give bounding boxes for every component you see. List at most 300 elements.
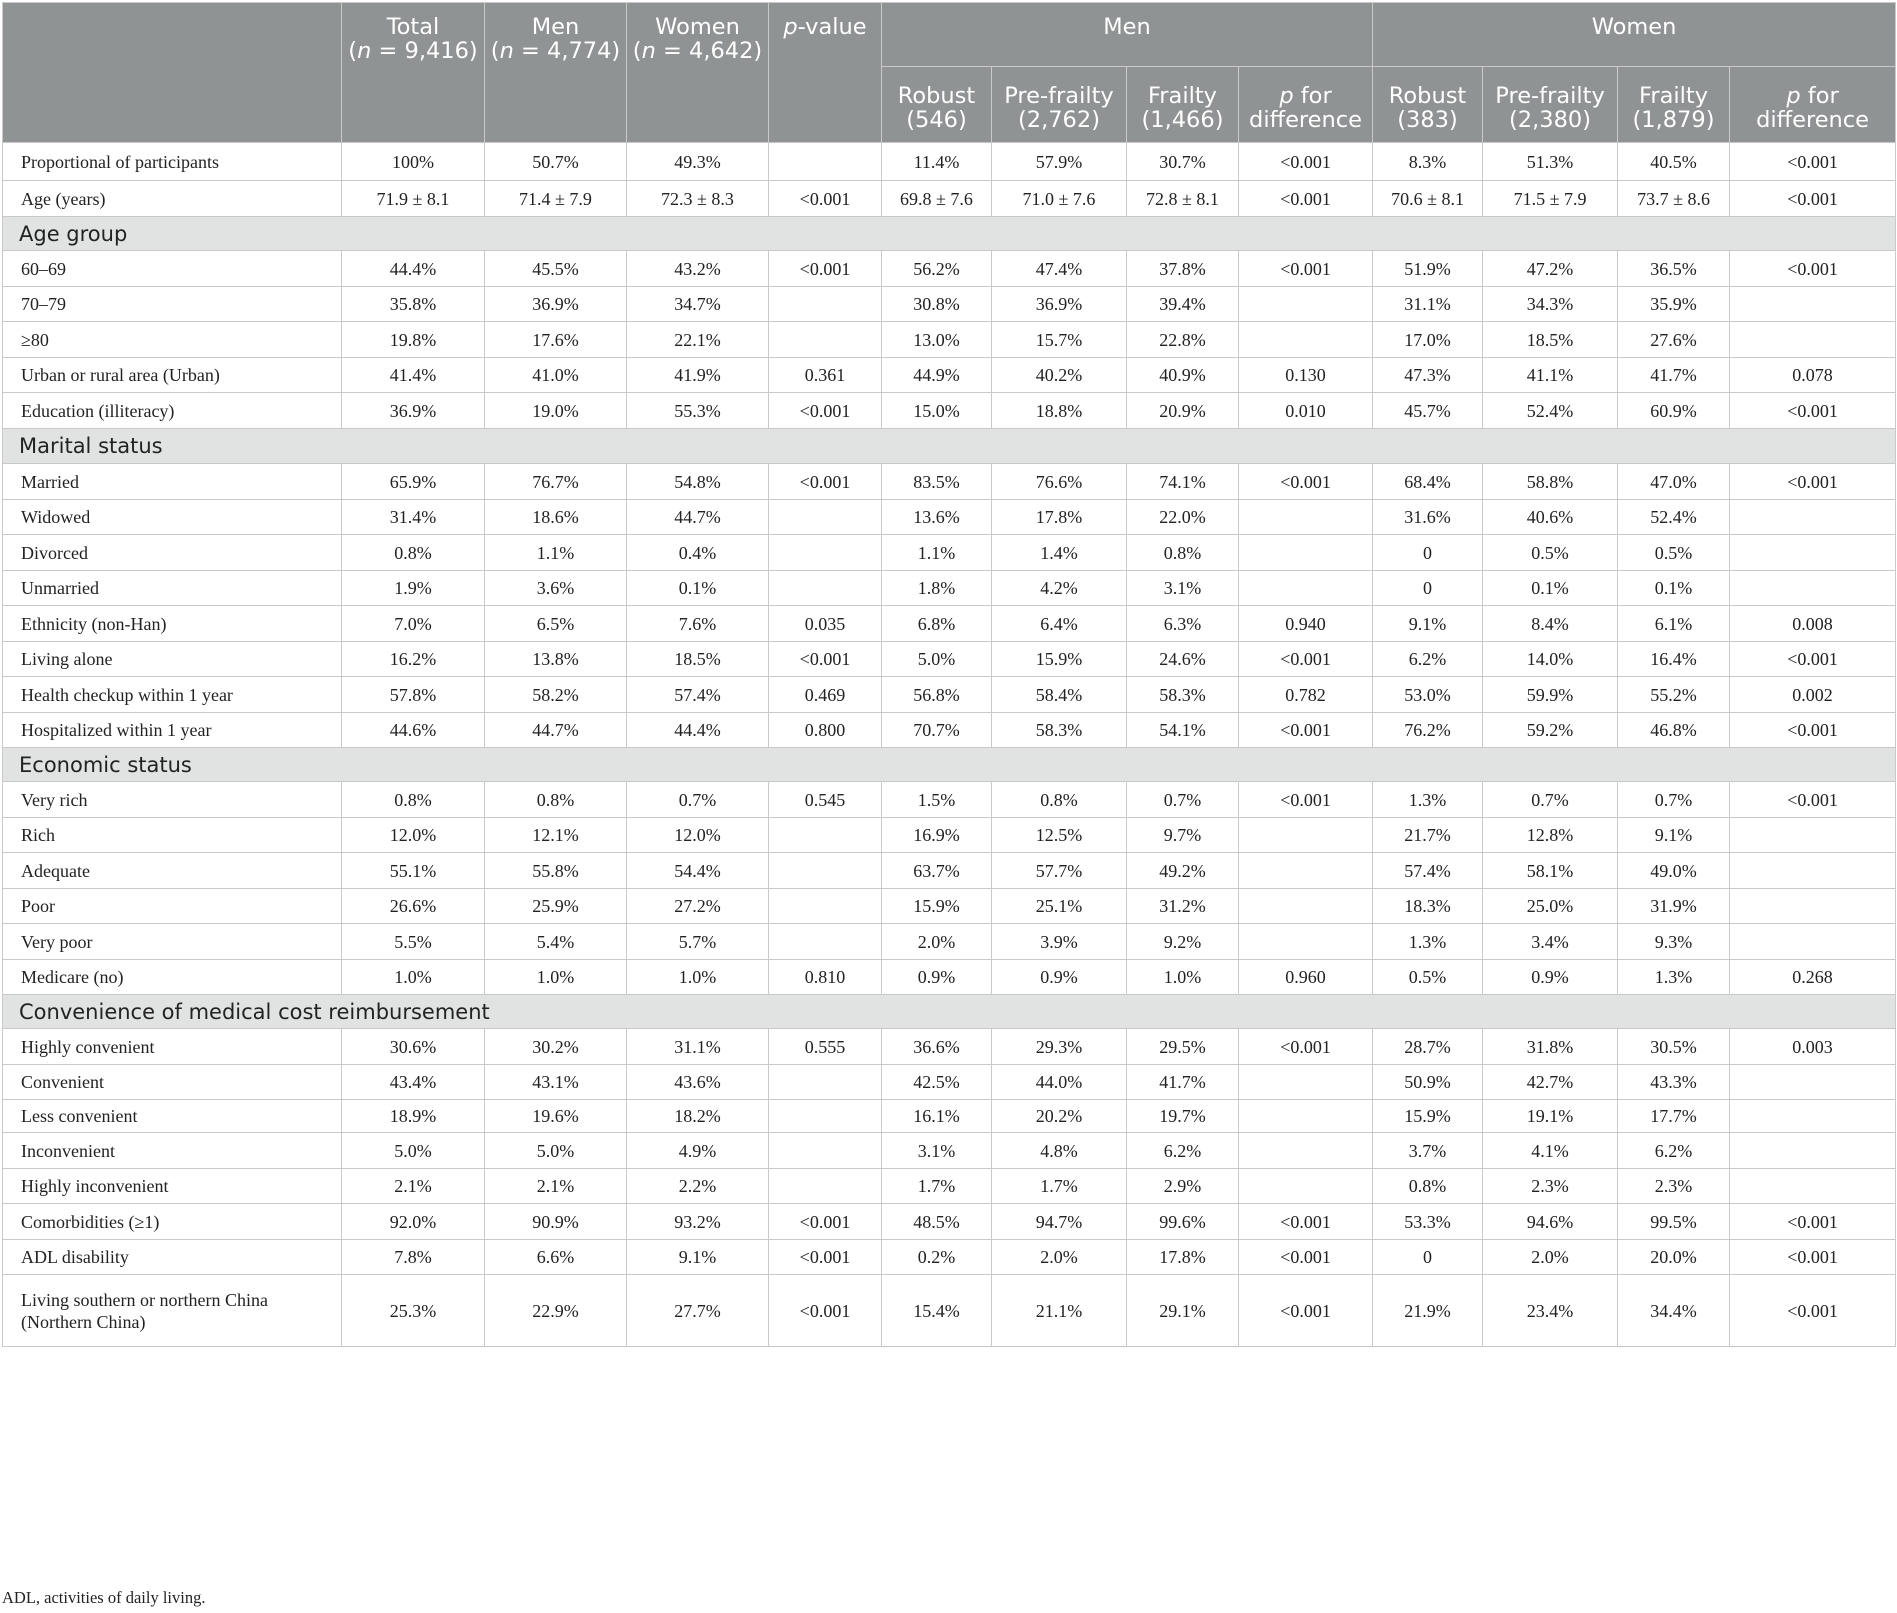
row-label: Comorbidities (≥1) [3,1204,342,1240]
row-label: Urban or rural area (Urban) [3,358,342,393]
table-cell: 0.9% [1483,960,1618,995]
table-cell [1730,818,1896,853]
section-label: Age group [3,217,1896,251]
row-label: Adequate [3,853,342,889]
table-cell: 19.0% [485,393,627,429]
table-cell: 11.4% [882,143,992,181]
table-cell [1239,1133,1373,1169]
table-cell [769,322,882,358]
table-cell: 69.8 ± 7.6 [882,181,992,217]
table-row [3,677,1896,713]
table-cell: 14.0% [1483,642,1618,677]
table-cell: 100% [342,143,485,181]
table-cell: 19.7% [1127,1100,1239,1133]
table-row [3,642,1896,677]
table-cell [1730,1169,1896,1204]
table-row [3,713,1896,748]
table-cell: 0.7% [1127,782,1239,818]
table-cell: 6.2% [1373,642,1483,677]
table-cell: 1.9% [342,571,485,606]
table-cell: 12.8% [1483,818,1618,853]
table-cell: 31.4% [342,500,485,535]
table-cell: 31.2% [1127,889,1239,924]
table-cell: 72.3 ± 8.3 [627,181,769,217]
table-cell: 2.1% [342,1169,485,1204]
table-cell: 0.4% [627,535,769,571]
table-row [3,1240,1896,1275]
table-cell: 0.8% [1127,535,1239,571]
table-cell: 47.2% [1483,251,1618,287]
table-cell: 0.8% [485,782,627,818]
table-cell: 74.1% [1127,464,1239,500]
table-cell: 1.0% [627,960,769,995]
row-label: Very poor [3,924,342,960]
table-cell: 0.002 [1730,677,1896,713]
table-cell: 31.1% [1373,287,1483,322]
table-cell: 7.6% [627,606,769,642]
table-cell: 15.9% [1373,1100,1483,1133]
table-cell: 0.469 [769,677,882,713]
row-label: Education (illiteracy) [3,393,342,429]
table-cell: <0.001 [1730,782,1896,818]
section-row [3,217,1896,251]
table-cell: 4.9% [627,1133,769,1169]
table-cell: 44.7% [627,500,769,535]
table-cell: 71.0 ± 7.6 [992,181,1127,217]
table-cell: 30.2% [485,1029,627,1065]
table-cell: 0.5% [1373,960,1483,995]
table-cell: <0.001 [1239,642,1373,677]
table-cell: 52.4% [1483,393,1618,429]
table-cell: 43.6% [627,1065,769,1100]
table-cell: 0.1% [1483,571,1618,606]
table-cell: 27.7% [627,1275,769,1347]
table-cell: 34.7% [627,287,769,322]
table-cell: 92.0% [342,1204,485,1240]
table-cell: 21.9% [1373,1275,1483,1347]
table-cell: <0.001 [1239,713,1373,748]
table-cell: 1.4% [992,535,1127,571]
table-cell: 0.078 [1730,358,1896,393]
table-cell: 3.9% [992,924,1127,960]
table-cell [769,889,882,924]
table-cell: 0.8% [1373,1169,1483,1204]
header-p-value: p-value [769,3,882,143]
table-cell: <0.001 [1730,1204,1896,1240]
table-cell: 5.5% [342,924,485,960]
table-cell: 22.8% [1127,322,1239,358]
table-cell [1730,500,1896,535]
table-cell [769,571,882,606]
table-cell: 20.2% [992,1100,1127,1133]
table-cell: 16.1% [882,1100,992,1133]
table-cell: 9.7% [1127,818,1239,853]
table-cell [769,853,882,889]
table-cell: 47.3% [1373,358,1483,393]
table-cell: 0.810 [769,960,882,995]
table-cell: 4.8% [992,1133,1127,1169]
table-cell [769,1133,882,1169]
table-cell: 5.0% [342,1133,485,1169]
table-cell [1730,853,1896,889]
table-cell: <0.001 [769,642,882,677]
row-label: Very rich [3,782,342,818]
row-label: Unmarried [3,571,342,606]
table-cell: 15.7% [992,322,1127,358]
table-cell: 0.7% [627,782,769,818]
table-cell: 48.5% [882,1204,992,1240]
section-label: Convenience of medical cost reimbursement [3,995,1896,1029]
table-cell: 21.7% [1373,818,1483,853]
table-cell: 1.7% [992,1169,1127,1204]
characteristics-table [2,2,1896,1347]
header-women: Women (n = 4,642) [627,3,769,143]
table-cell: 49.2% [1127,853,1239,889]
row-label: 60–69 [3,251,342,287]
table-cell: 22.0% [1127,500,1239,535]
table-row [3,251,1896,287]
table-cell: <0.001 [1239,464,1373,500]
table-cell: 0.361 [769,358,882,393]
table-cell: <0.001 [769,1204,882,1240]
table-cell: 31.1% [627,1029,769,1065]
table-cell: 0.8% [992,782,1127,818]
table-row [3,464,1896,500]
table-cell: 94.7% [992,1204,1127,1240]
row-label: Age (years) [3,181,342,217]
table-cell: 50.9% [1373,1065,1483,1100]
table-cell: 18.3% [1373,889,1483,924]
table-cell: 0.008 [1730,606,1896,642]
table-cell: 25.9% [485,889,627,924]
table-cell: 51.3% [1483,143,1618,181]
table-cell: 22.1% [627,322,769,358]
table-row [3,287,1896,322]
table-cell: 25.3% [342,1275,485,1347]
table-cell: 15.9% [992,642,1127,677]
table-cell: 19.1% [1483,1100,1618,1133]
table-cell: 1.3% [1373,924,1483,960]
table-cell: 47.0% [1618,464,1730,500]
table-cell: 1.7% [882,1169,992,1204]
row-label: Less convenient [3,1100,342,1133]
table-cell: 29.5% [1127,1029,1239,1065]
table-cell: 71.4 ± 7.9 [485,181,627,217]
table-cell: 58.8% [1483,464,1618,500]
table-row [3,181,1896,217]
header-women-frailty: Frailty (1,879) [1618,67,1730,143]
row-label: Hospitalized within 1 year [3,713,342,748]
table-cell: 22.9% [485,1275,627,1347]
table-cell: 43.1% [485,1065,627,1100]
table-cell: <0.001 [1730,464,1896,500]
table-cell: 12.0% [342,818,485,853]
table-cell: 63.7% [882,853,992,889]
table-cell: <0.001 [1730,181,1896,217]
table-cell: 57.8% [342,677,485,713]
table-row [3,1204,1896,1240]
table-row [3,535,1896,571]
table-cell: 6.6% [485,1240,627,1275]
table-cell: 18.5% [1483,322,1618,358]
table-cell: 18.6% [485,500,627,535]
table-row [3,1100,1896,1133]
table-footnote: ADL, activities of daily living. [2,1588,206,1607]
section-row [3,429,1896,464]
table-cell: 1.0% [342,960,485,995]
table-cell: 36.6% [882,1029,992,1065]
table-cell: 7.0% [342,606,485,642]
table-cell: 3.6% [485,571,627,606]
table-cell: 0.782 [1239,677,1373,713]
table-cell: 58.3% [1127,677,1239,713]
table-cell: <0.001 [1239,1204,1373,1240]
table-cell: 25.0% [1483,889,1618,924]
table-row [3,960,1896,995]
table-cell: <0.001 [1239,143,1373,181]
table-cell: 0.1% [627,571,769,606]
table-cell: 76.2% [1373,713,1483,748]
table-cell [1730,1100,1896,1133]
table-cell: <0.001 [1730,1240,1896,1275]
table-cell: 58.1% [1483,853,1618,889]
table-cell: 83.5% [882,464,992,500]
section-label: Economic status [3,748,1896,782]
row-label: 70–79 [3,287,342,322]
table-cell: 6.5% [485,606,627,642]
table-cell [1730,535,1896,571]
table-cell [769,818,882,853]
table-body [3,143,1896,1347]
table-cell: 1.0% [485,960,627,995]
table-cell: 0.9% [992,960,1127,995]
table-row [3,889,1896,924]
table-cell: 7.8% [342,1240,485,1275]
table-row [3,571,1896,606]
table-cell: 40.5% [1618,143,1730,181]
table-cell: 0.035 [769,606,882,642]
table-row [3,853,1896,889]
row-label: Convenient [3,1065,342,1100]
row-label: Health checkup within 1 year [3,677,342,713]
table-cell [769,143,882,181]
table-cell [1239,571,1373,606]
table-cell: 13.0% [882,322,992,358]
table-cell: 5.4% [485,924,627,960]
header-men-p-difference: p for difference [1239,67,1373,143]
table-cell: 49.3% [627,143,769,181]
table-cell: 9.2% [1127,924,1239,960]
table-cell: 42.7% [1483,1065,1618,1100]
table-cell: 0 [1373,535,1483,571]
table-cell [1730,322,1896,358]
header-total: Total (n = 9,416) [342,3,485,143]
table-cell: 34.3% [1483,287,1618,322]
table-cell: 36.5% [1618,251,1730,287]
table-cell: 31.9% [1618,889,1730,924]
table-cell: 1.0% [1127,960,1239,995]
table-row [3,322,1896,358]
table-cell: 0.7% [1618,782,1730,818]
table-cell: 4.2% [992,571,1127,606]
header-group-women: Women [1373,3,1896,67]
table-cell [1239,853,1373,889]
table-cell: 0.940 [1239,606,1373,642]
table-cell: 44.6% [342,713,485,748]
table-cell: 2.3% [1618,1169,1730,1204]
table-cell: 41.9% [627,358,769,393]
table-cell: 5.0% [485,1133,627,1169]
table-cell: <0.001 [769,464,882,500]
table-cell: 1.8% [882,571,992,606]
row-label: Living alone [3,642,342,677]
table-cell: 76.7% [485,464,627,500]
table-cell: 6.2% [1127,1133,1239,1169]
table-cell: 31.8% [1483,1029,1618,1065]
table-cell: 71.9 ± 8.1 [342,181,485,217]
table-cell [1730,287,1896,322]
table-cell [769,535,882,571]
table-cell: 18.2% [627,1100,769,1133]
table-cell: 54.1% [1127,713,1239,748]
table-cell: 40.2% [992,358,1127,393]
table-cell: 29.1% [1127,1275,1239,1347]
table-cell: 30.7% [1127,143,1239,181]
table-cell [769,924,882,960]
table-cell: 53.3% [1373,1204,1483,1240]
row-label: Divorced [3,535,342,571]
table-cell: 3.4% [1483,924,1618,960]
section-row [3,995,1896,1029]
table-cell: 17.6% [485,322,627,358]
table-cell: 29.3% [992,1029,1127,1065]
table-cell: 58.3% [992,713,1127,748]
table-cell [1239,1169,1373,1204]
table-cell: 19.8% [342,322,485,358]
table-cell: 0.7% [1483,782,1618,818]
table-cell: 6.1% [1618,606,1730,642]
table-cell: 27.6% [1618,322,1730,358]
table-cell: 3.1% [882,1133,992,1169]
table-cell: 16.4% [1618,642,1730,677]
table-cell: 76.6% [992,464,1127,500]
table-row [3,1169,1896,1204]
table-cell: 45.7% [1373,393,1483,429]
table-cell: 41.0% [485,358,627,393]
table-cell: 44.0% [992,1065,1127,1100]
row-label: Poor [3,889,342,924]
table-cell: 0.8% [342,782,485,818]
table-row [3,143,1896,181]
table-cell: <0.001 [1730,393,1896,429]
table-cell: 41.7% [1127,1065,1239,1100]
table-cell: 17.8% [992,500,1127,535]
table-cell: 39.4% [1127,287,1239,322]
table-cell: 72.8 ± 8.1 [1127,181,1239,217]
table-cell: 55.3% [627,393,769,429]
table-cell: 5.0% [882,642,992,677]
table-cell: 17.7% [1618,1100,1730,1133]
table-cell: 0.800 [769,713,882,748]
table-cell: 6.4% [992,606,1127,642]
table-cell: 52.4% [1618,500,1730,535]
table-cell: 18.9% [342,1100,485,1133]
table-cell: 13.6% [882,500,992,535]
row-label: Widowed [3,500,342,535]
table-cell: 15.9% [882,889,992,924]
table-cell: 57.9% [992,143,1127,181]
table-cell: 73.7 ± 8.6 [1618,181,1730,217]
table-cell: <0.001 [1239,1029,1373,1065]
table-cell: 3.1% [1127,571,1239,606]
table-cell: 55.1% [342,853,485,889]
table-cell: 45.5% [485,251,627,287]
table-cell: <0.001 [769,251,882,287]
table-cell: 16.9% [882,818,992,853]
table-row [3,393,1896,429]
table-cell: <0.001 [1730,251,1896,287]
table-cell: 6.8% [882,606,992,642]
table-cell: 60.9% [1618,393,1730,429]
table-cell [1730,1065,1896,1100]
table-cell: 35.8% [342,287,485,322]
table-cell: 35.9% [1618,287,1730,322]
table-cell: 44.9% [882,358,992,393]
table-cell: 43.4% [342,1065,485,1100]
table-cell: 5.7% [627,924,769,960]
table-cell: 99.6% [1127,1204,1239,1240]
table-cell [1239,500,1373,535]
table-cell: <0.001 [1239,1275,1373,1347]
table-cell: 1.3% [1618,960,1730,995]
row-label: Highly inconvenient [3,1169,342,1204]
table-cell [1239,924,1373,960]
table-cell: 0.8% [342,535,485,571]
row-label: Proportional of participants [3,143,342,181]
table-cell [1730,924,1896,960]
table-cell: 8.4% [1483,606,1618,642]
section-row [3,748,1896,782]
header-women-prefrailty: Pre-frailty (2,380) [1483,67,1618,143]
table-cell: 31.6% [1373,500,1483,535]
table-cell: 57.4% [1373,853,1483,889]
table-cell: 65.9% [342,464,485,500]
row-label: Married [3,464,342,500]
table-cell: 6.2% [1618,1133,1730,1169]
table-cell: 0.5% [1618,535,1730,571]
table-cell: 90.9% [485,1204,627,1240]
table-cell: 1.1% [485,535,627,571]
table-cell: 71.5 ± 7.9 [1483,181,1618,217]
table-cell: 70.7% [882,713,992,748]
table-cell: 30.8% [882,287,992,322]
table-cell: <0.001 [769,181,882,217]
table-cell: 2.0% [882,924,992,960]
row-label: Highly convenient [3,1029,342,1065]
table-cell: 50.7% [485,143,627,181]
table-cell: 17.8% [1127,1240,1239,1275]
table-cell [769,500,882,535]
table-cell: 99.5% [1618,1204,1730,1240]
table-cell: 4.1% [1483,1133,1618,1169]
header-women-p-difference: p for difference [1730,67,1896,143]
table-cell: 0.268 [1730,960,1896,995]
table-row [3,500,1896,535]
table-cell: 30.5% [1618,1029,1730,1065]
table-cell [1239,287,1373,322]
table-cell: <0.001 [769,1275,882,1347]
table-cell: 40.9% [1127,358,1239,393]
